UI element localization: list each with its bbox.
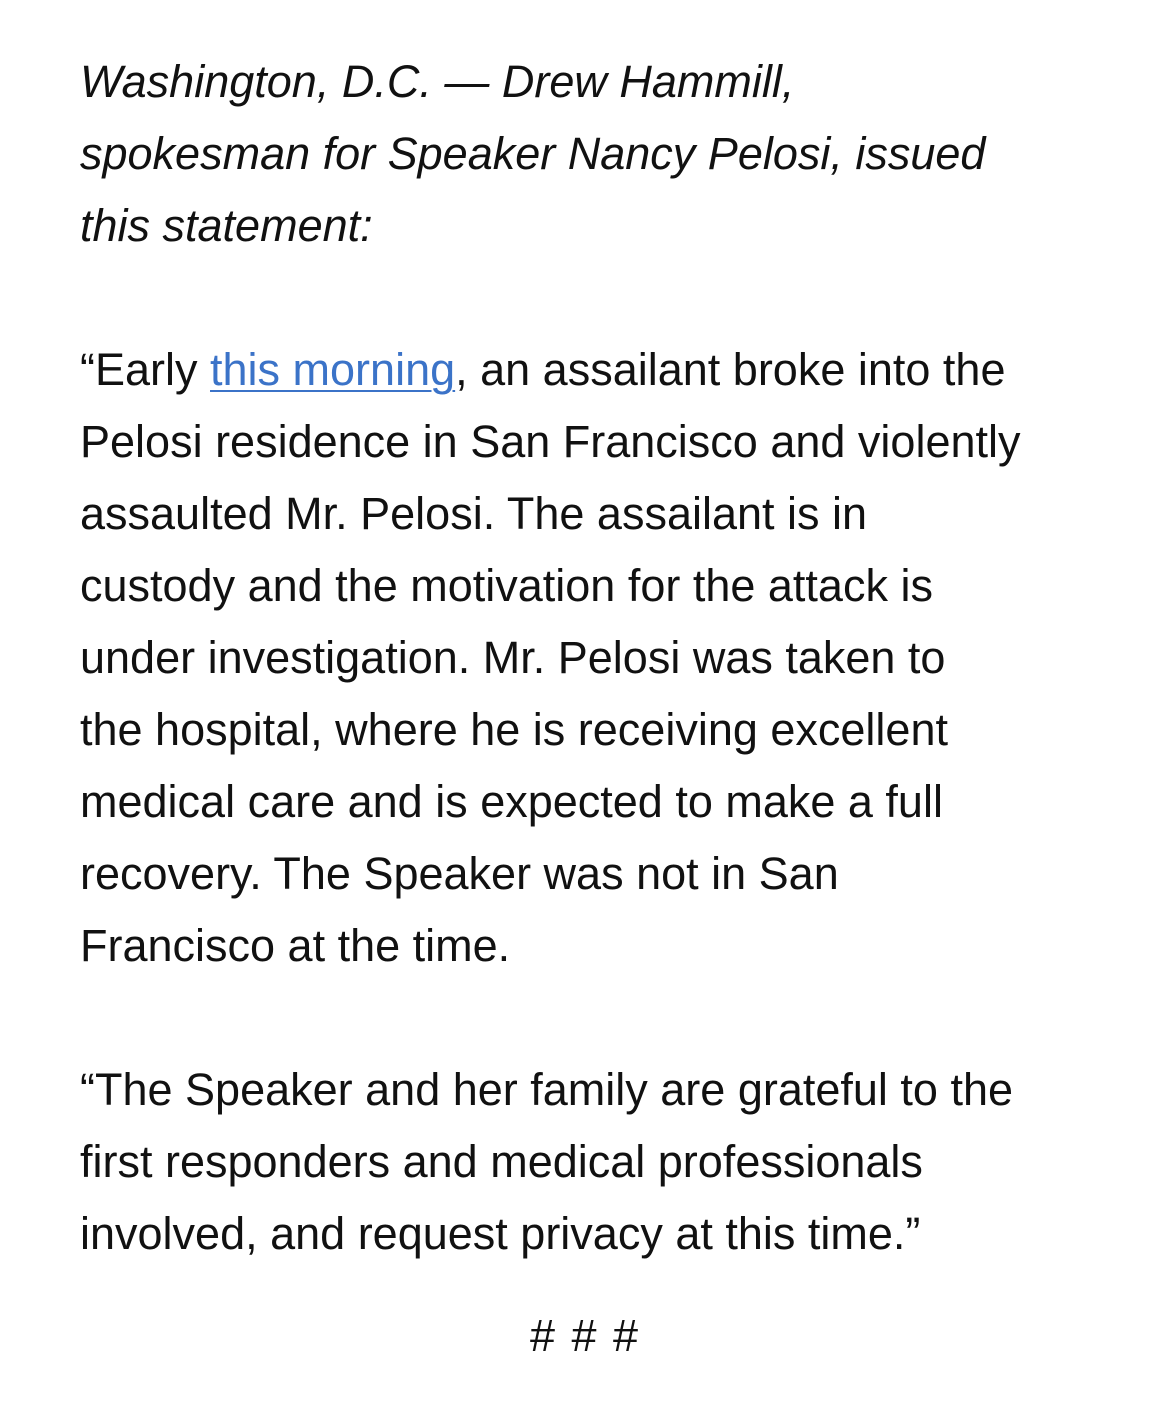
statement-paragraph-1 (80, 334, 1090, 982)
paragraph-line: Francisco at the time. (80, 920, 511, 971)
paragraph-line: involved, and request privacy at this time.” (80, 1208, 921, 1259)
paragraph-line: under investigation. Mr. Pelosi was taken to (80, 632, 946, 683)
paragraph-line: “The Speaker and her family are grateful to the (80, 1064, 1014, 1115)
quote-prefix: “Early (80, 344, 211, 395)
paragraph-line: medical care and is expected to make a full (80, 776, 943, 827)
paragraph-line: the hospital, where he is receiving excellent (80, 704, 948, 755)
paragraph-first-line (80, 334, 1090, 406)
paragraph-line: Pelosi residence in San Francisco and violently (80, 416, 1021, 467)
intro-line: Washington, D.C. — Drew Hammill, (80, 56, 795, 107)
first-line-suffix: , an assailant broke into the (455, 344, 1006, 395)
statement-paragraph-2 (80, 1054, 1090, 1270)
dateline-intro (80, 46, 1090, 262)
this-morning-link[interactable]: this morning (210, 344, 456, 395)
end-of-release-mark: # # # (529, 1310, 641, 1361)
paragraph-line: assaulted Mr. Pelosi. The assailant is in (80, 488, 868, 539)
paragraph-line: custody and the motivation for the attack is (80, 560, 933, 611)
paragraph-line: recovery. The Speaker was not in San (80, 848, 839, 899)
paragraph-line: first responders and medical professionals (80, 1136, 923, 1187)
intro-line: this statement: (80, 200, 373, 251)
intro-line: spokesman for Speaker Nancy Pelosi, issued (80, 128, 986, 179)
